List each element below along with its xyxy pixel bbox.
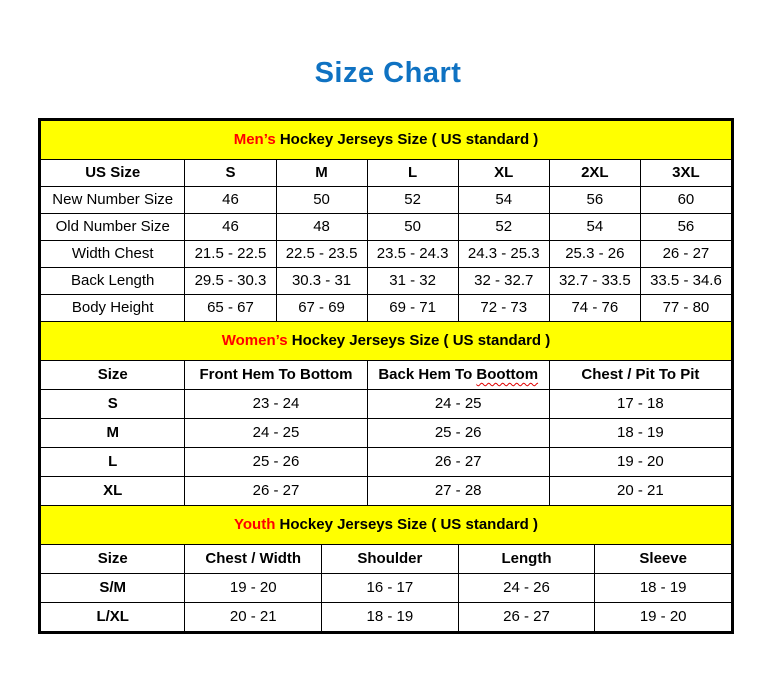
row-label: S/M [41,574,185,603]
table-row [41,121,732,160]
row-label: M [41,419,185,448]
size-value: 46 [185,214,276,241]
size-value: 24 - 26 [458,574,595,603]
column-header: XL [458,160,549,187]
table-row [41,390,732,419]
size-value: 24.3 - 25.3 [458,241,549,268]
size-value: 23 - 24 [185,390,367,419]
size-value: 26 - 27 [367,448,549,477]
youth-banner-text: Hockey Jerseys Size ( US standard ) [275,516,538,533]
size-value: 31 - 32 [367,268,458,295]
row-label: XL [41,477,185,506]
size-value: 21.5 - 22.5 [185,241,276,268]
size-value: 17 - 18 [549,390,731,419]
size-value: 20 - 21 [549,477,731,506]
mens-section-banner [41,121,732,160]
size-value: 30.3 - 31 [276,268,367,295]
size-value: 26 - 27 [640,241,731,268]
table-row [41,419,732,448]
size-value: 52 [458,214,549,241]
size-value: 29.5 - 30.3 [185,268,276,295]
size-value: 27 - 28 [367,477,549,506]
table-row [41,603,732,632]
table-row [41,295,732,322]
youth-size-table [40,505,732,632]
womens-banner-emphasis: Women’s [221,332,288,349]
row-label: L [41,448,185,477]
back-hem-prefix: Back Hem To [378,366,477,383]
mens-size-table [40,120,732,322]
size-value: 54 [458,187,549,214]
size-value: 50 [367,214,458,241]
size-value: 52 [367,187,458,214]
size-value: 67 - 69 [276,295,367,322]
size-value: 72 - 73 [458,295,549,322]
size-value: 16 - 17 [322,574,459,603]
column-header: Sleeve [595,545,732,574]
size-value: 22.5 - 23.5 [276,241,367,268]
table-row [41,187,732,214]
size-value: 65 - 67 [185,295,276,322]
table-row [41,268,732,295]
size-value: 33.5 - 34.6 [640,268,731,295]
table-row [41,322,732,361]
row-label: L/XL [41,603,185,632]
size-value: 18 - 19 [595,574,732,603]
row-label: Back Length [41,268,185,295]
column-header: Chest / Pit To Pit [549,361,731,390]
table-row [41,160,732,187]
table-row [41,574,732,603]
mens-banner-emphasis: Men’s [233,131,276,148]
column-header: L [367,160,458,187]
column-header: M [276,160,367,187]
row-label: New Number Size [41,187,185,214]
size-value: 46 [185,187,276,214]
column-header: US Size [41,160,185,187]
size-value: 19 - 20 [595,603,732,632]
size-value: 26 - 27 [458,603,595,632]
table-row [41,214,732,241]
size-value: 32 - 32.7 [458,268,549,295]
back-hem-misspelled-word: Boottom [476,366,539,383]
mens-banner-text: Hockey Jerseys Size ( US standard ) [275,131,539,148]
size-value: 23.5 - 24.3 [367,241,458,268]
row-label: Old Number Size [41,214,185,241]
size-value: 32.7 - 33.5 [549,268,640,295]
size-value: 26 - 27 [185,477,367,506]
youth-section-banner [41,506,732,545]
size-value: 18 - 19 [322,603,459,632]
size-value: 69 - 71 [367,295,458,322]
column-header-misspelled [367,361,549,390]
size-value: 48 [276,214,367,241]
size-value: 24 - 25 [367,390,549,419]
size-value: 25 - 26 [367,419,549,448]
size-value: 20 - 21 [185,603,322,632]
size-value: 19 - 20 [185,574,322,603]
size-value: 25 - 26 [185,448,367,477]
table-row [41,506,732,545]
size-value: 54 [549,214,640,241]
size-value: 56 [640,214,731,241]
column-header: Shoulder [322,545,459,574]
column-header: 3XL [640,160,731,187]
row-label: Width Chest [41,241,185,268]
size-value: 74 - 76 [549,295,640,322]
table-row [41,477,732,506]
size-value: 25.3 - 26 [549,241,640,268]
size-value: 18 - 19 [549,419,731,448]
column-header: 2XL [549,160,640,187]
table-row [41,448,732,477]
size-value: 24 - 25 [185,419,367,448]
size-chart [38,118,734,634]
column-header: Front Hem To Bottom [185,361,367,390]
table-row [41,241,732,268]
womens-size-table [40,321,732,506]
size-value: 50 [276,187,367,214]
size-value: 19 - 20 [549,448,731,477]
table-row [41,361,732,390]
row-label: Body Height [41,295,185,322]
table-row [41,545,732,574]
womens-banner-text: Hockey Jerseys Size ( US standard ) [287,332,551,349]
womens-section-banner [41,322,732,361]
row-label: S [41,390,185,419]
column-header: Chest / Width [185,545,322,574]
column-header: Size [41,545,185,574]
size-value: 60 [640,187,731,214]
column-header: Length [458,545,595,574]
page-title: Size Chart [314,57,462,89]
column-header: S [185,160,276,187]
size-value: 77 - 80 [640,295,731,322]
size-value: 56 [549,187,640,214]
column-header: Size [41,361,185,390]
youth-banner-emphasis: Youth [234,516,276,533]
